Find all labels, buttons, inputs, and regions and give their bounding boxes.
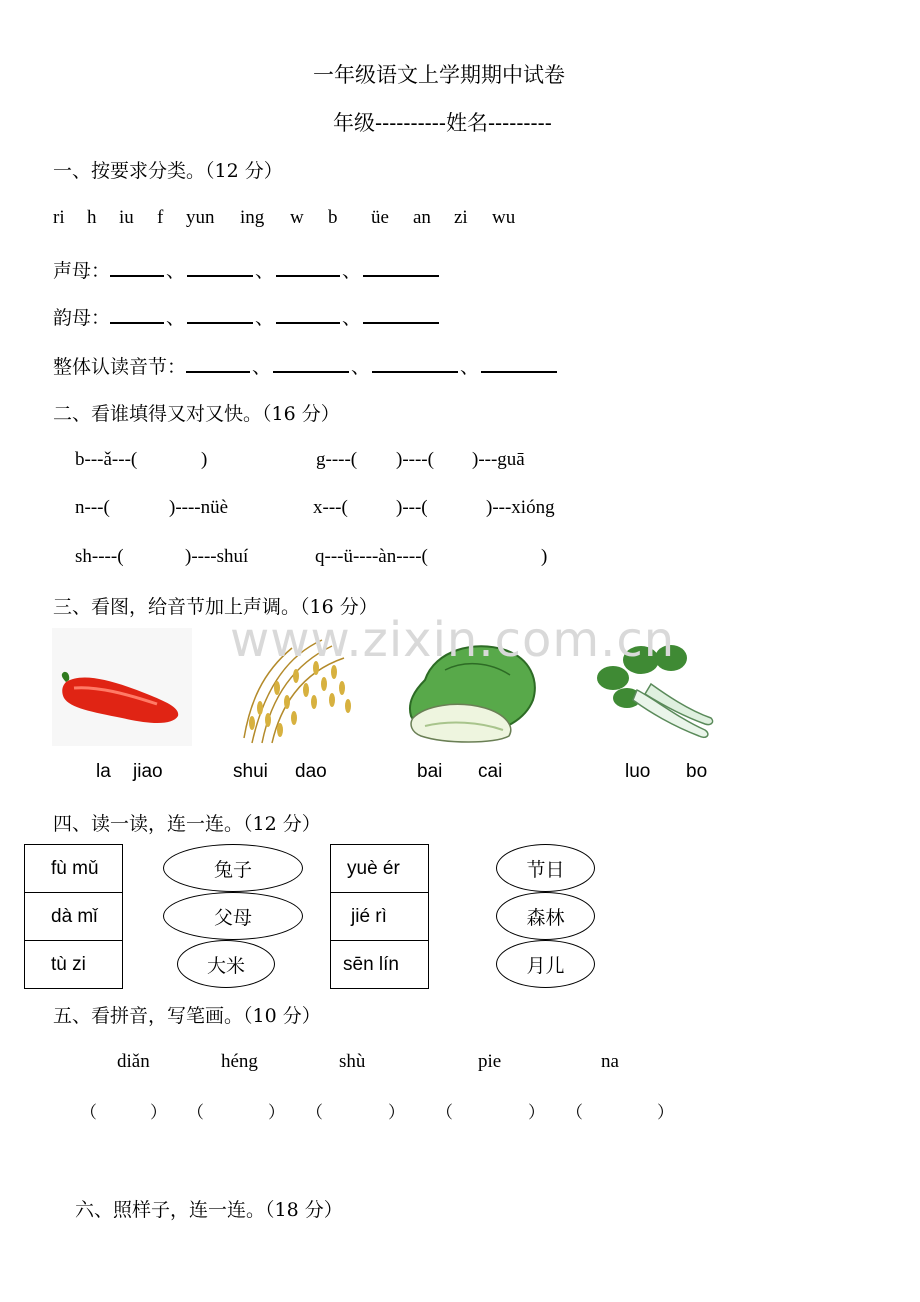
separator: 、 (255, 260, 275, 282)
paren-close: ） (388, 1103, 405, 1123)
word-oval[interactable]: 大米 (177, 940, 275, 988)
page-title: 一年级语文上学期期中试卷 (313, 63, 565, 87)
answer-blank[interactable] (273, 355, 349, 373)
answer-blank[interactable] (372, 355, 458, 373)
letter-item: wu (492, 207, 516, 228)
fill-text: sh----( (75, 546, 124, 567)
fill-text: ) (541, 546, 548, 567)
paren-open: （ (306, 1103, 323, 1123)
fill-text: )----nüè (169, 497, 229, 518)
zhengti-row (53, 352, 557, 379)
zhengti-label: 整体认读音节： (53, 356, 187, 378)
pinyin-cell[interactable]: tù zi (51, 954, 86, 975)
stroke-pinyin: shù (339, 1051, 366, 1072)
section5-heading: 五、看拼音，写笔画。（10 分） (53, 1005, 321, 1027)
word-oval[interactable]: 节日 (496, 844, 595, 892)
answer-blank[interactable] (187, 306, 253, 324)
fill-text: )---guā (472, 449, 525, 470)
letter-item: w (290, 207, 304, 228)
answer-blank[interactable] (363, 259, 439, 277)
paren-close: ） (657, 1103, 674, 1123)
letter-item: yun (186, 207, 215, 228)
separator: 、 (166, 307, 186, 329)
paren-open: （ (566, 1103, 583, 1123)
pinyin-cell[interactable]: sēn lín (343, 954, 399, 975)
word-oval[interactable]: 兔子 (163, 844, 303, 892)
pinyin-syllable: bo (686, 761, 708, 782)
yunmu-label: 韵母： (53, 307, 111, 329)
shengmu-row (53, 256, 439, 283)
letter-item: üe (371, 207, 389, 228)
answer-blank[interactable] (187, 259, 253, 277)
fill-text: q---ü----àn----( (315, 546, 428, 567)
fill-text: )---xióng (486, 497, 555, 518)
fill-text: ) (201, 449, 208, 470)
answer-blank[interactable] (110, 306, 164, 324)
letter-item: ing (240, 207, 265, 228)
stroke-pinyin: héng (221, 1051, 258, 1072)
pinyin-cell[interactable]: fù mǔ (25, 845, 122, 893)
pinyin-syllable: jiao (133, 761, 163, 782)
pinyin-syllable: bai (417, 761, 443, 782)
answer-blank[interactable] (276, 306, 340, 324)
paren-close: ） (528, 1103, 545, 1123)
shengmu-label: 声母： (53, 260, 111, 282)
answer-blank[interactable] (481, 355, 557, 373)
word-oval[interactable]: 月儿 (496, 940, 595, 988)
letter-item: zi (454, 207, 468, 228)
pinyin-syllable: la (96, 761, 111, 782)
answer-blank[interactable] (110, 259, 164, 277)
paren-open: （ (436, 1103, 453, 1123)
separator: 、 (252, 356, 272, 378)
separator: 、 (166, 260, 186, 282)
stroke-pinyin: diǎn (117, 1051, 150, 1072)
word-oval[interactable]: 父母 (163, 892, 303, 940)
answer-blank[interactable] (363, 306, 439, 324)
pinyin-syllable: shui (233, 761, 268, 782)
fill-text: g----( (316, 449, 358, 470)
letter-item: f (157, 207, 164, 228)
fill-text: )---( (396, 497, 428, 518)
paren-open: （ (187, 1103, 204, 1123)
letter-item: b (328, 207, 338, 228)
answer-blank[interactable] (276, 259, 340, 277)
pinyin-cell[interactable]: yuè ér (331, 845, 428, 893)
grade-name-line: 年级----------姓名--------- (333, 111, 552, 135)
fill-text: b---ǎ---( (75, 449, 138, 470)
section2-heading: 二、看谁填得又对又快。（16 分） (53, 403, 340, 425)
separator: 、 (342, 260, 362, 282)
yunmu-row (53, 303, 439, 330)
separator: 、 (460, 356, 480, 378)
pinyin-box-left (24, 844, 123, 989)
letter-item: iu (119, 207, 134, 228)
watermark: www.zixin.com.cn (230, 612, 676, 668)
fill-text: x---( (313, 497, 348, 518)
separator: 、 (255, 307, 275, 329)
letter-item: h (87, 207, 97, 228)
fill-text: n---( (75, 497, 110, 518)
word-oval[interactable]: 森林 (496, 892, 595, 940)
pinyin-cell[interactable]: dà mǐ (25, 893, 122, 941)
paren-close: ） (150, 1103, 167, 1123)
separator: 、 (351, 356, 371, 378)
pinyin-syllable: luo (625, 761, 651, 782)
paren-open: （ (80, 1103, 97, 1123)
paren-close: ） (268, 1103, 285, 1123)
section3-heading: 三、看图，给音节加上声调。（16 分） (53, 596, 378, 618)
stroke-pinyin: na (601, 1051, 619, 1072)
pinyin-box-right (330, 844, 429, 989)
fill-text: )----shuí (185, 546, 249, 567)
pinyin-cell[interactable]: jié rì (331, 893, 428, 941)
letter-item: ri (53, 207, 65, 228)
section6-heading: 六、照样子，连一连。（18 分） (75, 1199, 343, 1221)
section4-heading: 四、读一读，连一连。（12 分） (53, 813, 321, 835)
pinyin-syllable: dao (295, 761, 327, 782)
letter-item: an (413, 207, 431, 228)
answer-blank[interactable] (186, 355, 250, 373)
chili-pepper-icon (52, 628, 192, 746)
section1-heading: 一、按要求分类。（12 分） (53, 160, 283, 182)
stroke-pinyin: pie (478, 1051, 502, 1072)
separator: 、 (342, 307, 362, 329)
fill-text: )----( (396, 449, 434, 470)
pinyin-syllable: cai (478, 761, 503, 782)
